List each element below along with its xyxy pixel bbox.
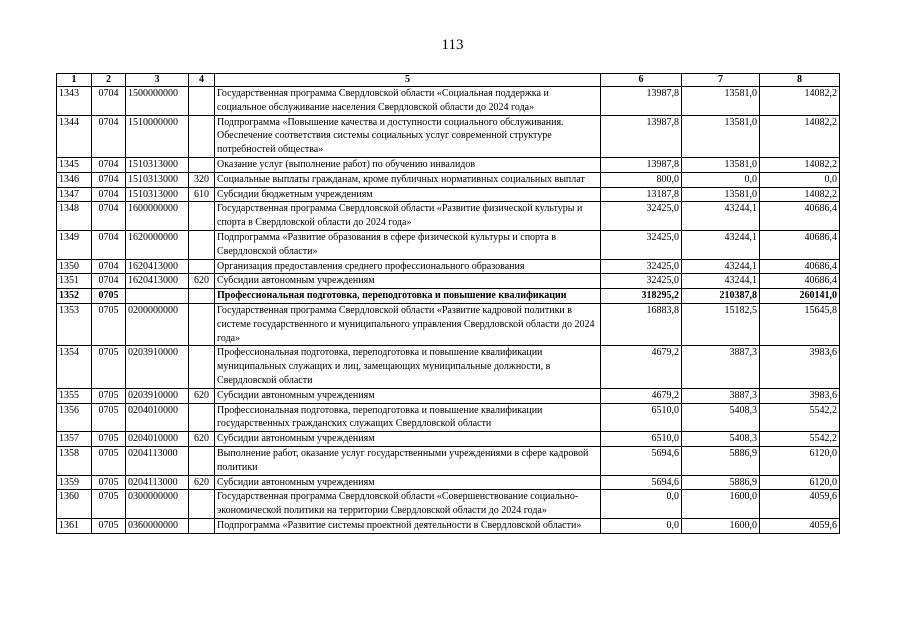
target-code: 0204010000: [126, 432, 189, 447]
amount-col7: 5886,9: [682, 475, 760, 490]
row-number: 1361: [57, 518, 92, 533]
row-number: 1346: [57, 172, 92, 187]
table-row: [57, 230, 840, 259]
amount-col8: 6120,0: [760, 475, 840, 490]
row-number: 1357: [57, 432, 92, 447]
expense-type-code: [189, 157, 215, 172]
amount-col8: 14082,2: [760, 115, 840, 157]
amount-col8: 14082,2: [760, 157, 840, 172]
table-row: [57, 403, 840, 432]
target-code: 1600000000: [126, 202, 189, 231]
item-name: Государственная программа Свердловской области «Социальная поддержка и социальное обслуживание населения Свердловской области до 2024 года»: [215, 87, 601, 116]
table-row: [57, 87, 840, 116]
item-name: Профессиональная подготовка, переподготовка и повышение квалификации государственных гражданских служащих Свердловской области: [215, 403, 601, 432]
table-row: [57, 157, 840, 172]
header-cell: 5: [215, 74, 601, 87]
section-code: 0705: [92, 388, 126, 403]
amount-col6: 13987,8: [601, 157, 682, 172]
amount-col7: 210387,8: [682, 289, 760, 304]
expense-type-code: 620: [189, 274, 215, 289]
row-number: 1360: [57, 490, 92, 519]
item-name: Подпрограмма «Развитие системы проектной деятельности в Свердловской области»: [215, 518, 601, 533]
row-number: 1349: [57, 230, 92, 259]
expense-type-code: [189, 303, 215, 345]
table-row: [57, 259, 840, 274]
amount-col7: 13581,0: [682, 115, 760, 157]
table-row: [57, 202, 840, 231]
header-cell: 8: [760, 74, 840, 87]
header-row: [57, 74, 840, 87]
amount-col7: 13581,0: [682, 87, 760, 116]
amount-col8: 3983,6: [760, 346, 840, 388]
expense-type-code: 320: [189, 172, 215, 187]
item-name: Выполнение работ, оказание услуг государственными учреждениями в сфере кадровой политики: [215, 446, 601, 475]
section-code: 0704: [92, 230, 126, 259]
header-cell: 6: [601, 74, 682, 87]
page-number: 113: [441, 37, 464, 53]
expense-type-code: [189, 87, 215, 116]
target-code: 1500000000: [126, 87, 189, 116]
amount-col8: 40686,4: [760, 274, 840, 289]
section-code: 0705: [92, 518, 126, 533]
expense-type-code: [189, 446, 215, 475]
row-number: 1359: [57, 475, 92, 490]
table-row: [57, 475, 840, 490]
amount-col6: 0,0: [601, 518, 682, 533]
amount-col7: 5408,3: [682, 432, 760, 447]
section-code: 0704: [92, 157, 126, 172]
item-name: Государственная программа Свердловской области «Развитие кадровой политики в системе государственного и муниципального управления Свердловской области до 2024 года»: [215, 303, 601, 345]
amount-col8: 5542,2: [760, 403, 840, 432]
item-name: Профессиональная подготовка, переподготовка и повышение квалификации муниципальных служащих и лиц, замещающих муниципальные должности, в Свердловской области: [215, 346, 601, 388]
table-row: [57, 446, 840, 475]
amount-col6: 800,0: [601, 172, 682, 187]
target-code: 0204010000: [126, 403, 189, 432]
section-code: 0704: [92, 172, 126, 187]
target-code: [126, 289, 189, 304]
amount-col6: 0,0: [601, 490, 682, 519]
row-number: 1348: [57, 202, 92, 231]
section-code: 0704: [92, 115, 126, 157]
expense-type-code: [189, 259, 215, 274]
expense-type-code: 620: [189, 432, 215, 447]
expense-type-code: [189, 490, 215, 519]
item-name: Профессиональная подготовка, переподготовка и повышение квалификации: [215, 289, 601, 304]
amount-col6: 5694,6: [601, 475, 682, 490]
amount-col6: 318295,2: [601, 289, 682, 304]
item-name: Подпрограмма «Развитие образования в сфере физической культуры и спорта в Свердловской области»: [215, 230, 601, 259]
expense-type-code: [189, 230, 215, 259]
item-name: Субсидии автономным учреждениям: [215, 475, 601, 490]
target-code: 1510313000: [126, 187, 189, 202]
table-row: [57, 172, 840, 187]
header-cell: 2: [92, 74, 126, 87]
row-number: 1356: [57, 403, 92, 432]
item-name: Государственная программа Свердловской области «Совершенствование социально-экономической политики на территории Свердловской области до 2024 года»: [215, 490, 601, 519]
amount-col8: 40686,4: [760, 259, 840, 274]
amount-col8: 40686,4: [760, 230, 840, 259]
table-row: [57, 432, 840, 447]
table-row: [57, 115, 840, 157]
table-row: [57, 289, 840, 304]
item-name: Социальные выплаты гражданам, кроме публичных нормативных социальных выплат: [215, 172, 601, 187]
row-number: 1351: [57, 274, 92, 289]
expense-type-code: 610: [189, 187, 215, 202]
item-name: Субсидии автономным учреждениям: [215, 274, 601, 289]
amount-col7: 43244,1: [682, 259, 760, 274]
amount-col6: 5694,6: [601, 446, 682, 475]
amount-col6: 32425,0: [601, 274, 682, 289]
header-cell: 3: [126, 74, 189, 87]
amount-col8: 3983,6: [760, 388, 840, 403]
amount-col6: 4679,2: [601, 388, 682, 403]
target-code: 0300000000: [126, 490, 189, 519]
section-code: 0705: [92, 490, 126, 519]
expense-type-code: [189, 403, 215, 432]
item-name: Оказание услуг (выполнение работ) по обучению инвалидов: [215, 157, 601, 172]
amount-col6: 32425,0: [601, 230, 682, 259]
row-number: 1344: [57, 115, 92, 157]
table-row: [57, 274, 840, 289]
target-code: 0204113000: [126, 475, 189, 490]
amount-col8: 4059,6: [760, 490, 840, 519]
section-code: 0705: [92, 475, 126, 490]
section-code: 0704: [92, 274, 126, 289]
section-code: 0705: [92, 432, 126, 447]
amount-col6: 13187,8: [601, 187, 682, 202]
amount-col7: 43244,1: [682, 274, 760, 289]
target-code: 0204113000: [126, 446, 189, 475]
amount-col7: 43244,1: [682, 202, 760, 231]
expense-type-code: [189, 289, 215, 304]
amount-col7: 5408,3: [682, 403, 760, 432]
table-row: [57, 346, 840, 388]
expense-type-code: [189, 115, 215, 157]
item-name: Субсидии автономным учреждениям: [215, 388, 601, 403]
header-cell: 4: [189, 74, 215, 87]
row-number: 1353: [57, 303, 92, 345]
target-code: 1510313000: [126, 157, 189, 172]
target-code: 0200000000: [126, 303, 189, 345]
section-code: 0705: [92, 289, 126, 304]
amount-col6: 4679,2: [601, 346, 682, 388]
amount-col6: 16883,8: [601, 303, 682, 345]
header-cell: 7: [682, 74, 760, 87]
section-code: 0705: [92, 303, 126, 345]
table-row: [57, 518, 840, 533]
section-code: 0704: [92, 187, 126, 202]
row-number: 1345: [57, 157, 92, 172]
expense-type-code: 620: [189, 475, 215, 490]
amount-col6: 13987,8: [601, 87, 682, 116]
section-code: 0705: [92, 346, 126, 388]
amount-col8: 40686,4: [760, 202, 840, 231]
amount-col6: 13987,8: [601, 115, 682, 157]
target-code: 1510000000: [126, 115, 189, 157]
target-code: 1620000000: [126, 230, 189, 259]
row-number: 1358: [57, 446, 92, 475]
amount-col7: 43244,1: [682, 230, 760, 259]
table-row: [57, 187, 840, 202]
amount-col6: 32425,0: [601, 202, 682, 231]
target-code: 0203910000: [126, 388, 189, 403]
section-code: 0705: [92, 446, 126, 475]
amount-col7: 1600,0: [682, 490, 760, 519]
table-row: [57, 388, 840, 403]
row-number: 1354: [57, 346, 92, 388]
amount-col7: 0,0: [682, 172, 760, 187]
item-name: Организация предоставления среднего профессионального образования: [215, 259, 601, 274]
target-code: 1510313000: [126, 172, 189, 187]
item-name: Субсидии бюджетным учреждениям: [215, 187, 601, 202]
table-row: [57, 303, 840, 345]
amount-col6: 32425,0: [601, 259, 682, 274]
item-name: Государственная программа Свердловской области «Развитие физической культуры и спорта в Свердловской области до 2024 года»: [215, 202, 601, 231]
header-cell: 1: [57, 74, 92, 87]
amount-col8: 4059,6: [760, 518, 840, 533]
section-code: 0704: [92, 259, 126, 274]
amount-col7: 13581,0: [682, 187, 760, 202]
amount-col7: 1600,0: [682, 518, 760, 533]
amount-col7: 13581,0: [682, 157, 760, 172]
item-name: Субсидии автономным учреждениям: [215, 432, 601, 447]
amount-col7: 3887,3: [682, 388, 760, 403]
expense-type-code: [189, 518, 215, 533]
amount-col8: 0,0: [760, 172, 840, 187]
target-code: 0203910000: [126, 346, 189, 388]
amount-col6: 6510,0: [601, 403, 682, 432]
amount-col7: 15182,5: [682, 303, 760, 345]
item-name: Подпрограмма «Повышение качества и доступности социального обслуживания. Обеспечение соответствия системы социальных услуг современной структуре потребностей общества»: [215, 115, 601, 157]
amount-col7: 3887,3: [682, 346, 760, 388]
amount-col8: 5542,2: [760, 432, 840, 447]
amount-col8: 15645,8: [760, 303, 840, 345]
budget-table: [56, 73, 840, 534]
expense-type-code: [189, 202, 215, 231]
row-number: 1347: [57, 187, 92, 202]
row-number: 1352: [57, 289, 92, 304]
amount-col8: 260141,0: [760, 289, 840, 304]
row-number: 1350: [57, 259, 92, 274]
amount-col7: 5886,9: [682, 446, 760, 475]
row-number: 1355: [57, 388, 92, 403]
target-code: 1620413000: [126, 274, 189, 289]
target-code: 1620413000: [126, 259, 189, 274]
row-number: 1343: [57, 87, 92, 116]
expense-type-code: [189, 346, 215, 388]
section-code: 0704: [92, 87, 126, 116]
amount-col8: 14082,2: [760, 187, 840, 202]
amount-col8: 6120,0: [760, 446, 840, 475]
table-row: [57, 490, 840, 519]
expense-type-code: 620: [189, 388, 215, 403]
amount-col8: 14082,2: [760, 87, 840, 116]
target-code: 0360000000: [126, 518, 189, 533]
amount-col6: 6510,0: [601, 432, 682, 447]
section-code: 0705: [92, 403, 126, 432]
section-code: 0704: [92, 202, 126, 231]
